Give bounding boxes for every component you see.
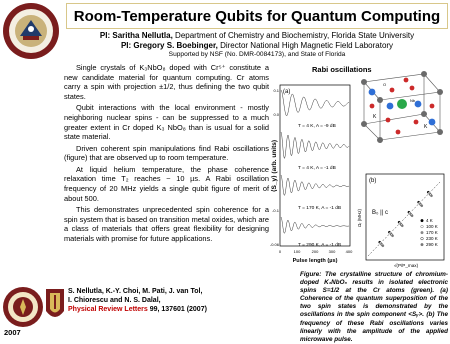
x-tick-2: 200 bbox=[311, 249, 319, 254]
crystal-label-k: K bbox=[373, 114, 377, 120]
paragraph-1: Single crystals of K₃NbO₈ doped with Cr⁵⁺ constitute a new candidate material for quantum computing. Cr atoms carry a spin with projection ±1/2, thus defining the two qubit states. bbox=[64, 63, 269, 102]
legend-marker bbox=[421, 231, 424, 234]
panel-b-points bbox=[379, 191, 433, 247]
crystal-label-o: O bbox=[383, 82, 387, 87]
legend-label: 100 K bbox=[426, 224, 438, 229]
data-point bbox=[430, 195, 432, 197]
y-tick-0: 0.1 bbox=[273, 88, 279, 93]
crystal-label-nb: Nb bbox=[410, 98, 416, 103]
pi-2-label: PI: Gregory S. Boebinger, bbox=[120, 41, 218, 50]
x-tick-0: 0 bbox=[278, 249, 282, 254]
citation bbox=[68, 287, 207, 314]
legend-label: 4 K bbox=[426, 218, 433, 223]
title-box bbox=[66, 3, 448, 29]
university-crest-logo bbox=[44, 283, 66, 331]
data-point bbox=[382, 245, 384, 247]
panel-a-x-label: Pulse length (µs) bbox=[292, 258, 338, 264]
panel-b-label: (b) bbox=[369, 178, 377, 184]
rabi-trace-3 bbox=[281, 175, 349, 195]
pi-line-1 bbox=[66, 31, 448, 40]
panel-b-annotation: B₀ || c bbox=[372, 210, 388, 216]
body-text bbox=[64, 63, 269, 245]
pi-1-label: PI: Saritha Nellutla, bbox=[99, 31, 173, 40]
legend-marker bbox=[421, 243, 424, 246]
y-tick-3: -0.06 bbox=[269, 242, 279, 247]
trace-label-1: T = 4 K, A = -9 dB bbox=[298, 124, 336, 129]
citation-ref: 99, 137601 (2007) bbox=[147, 306, 207, 313]
data-point bbox=[392, 235, 394, 237]
legend-marker bbox=[421, 225, 424, 228]
data-point bbox=[401, 225, 403, 227]
rabi-trace-2 bbox=[281, 132, 349, 158]
rabi-trace-4 bbox=[281, 217, 349, 233]
panel-b-legend bbox=[421, 218, 438, 247]
citation-authors-1: S. Nellutla, K.-Y. Choi, M. Pati, J. van Tol, bbox=[68, 288, 203, 295]
legend-label: 230 K bbox=[426, 236, 438, 241]
pi-2-affiliation: Director National High Magnetic Field Laboratory bbox=[217, 41, 394, 50]
panel-b-y-label: Ωᵣ (MHz) bbox=[357, 209, 362, 227]
x-tick-4: 400 bbox=[345, 249, 353, 254]
data-point bbox=[411, 215, 413, 217]
crystal-label-k-2: K bbox=[424, 124, 428, 130]
funding-note: Supported by NSF (No. DMR-0084173), and State of Florida bbox=[168, 51, 346, 58]
x-tick-1: 100 bbox=[293, 249, 301, 254]
citation-journal: Physical Review Letters bbox=[68, 306, 148, 313]
panel-b-x-label: √(P/P_max) bbox=[393, 263, 419, 268]
panel-a-label: (a) bbox=[283, 89, 291, 95]
page-title: Room-Temperature Qubits for Quantum Computing bbox=[73, 7, 441, 25]
panel-b-frame bbox=[366, 174, 444, 260]
legend-marker bbox=[421, 219, 424, 222]
paragraph-4: At liquid helium temperature, the phase coherence relaxation time T₂ reaches ~ 10 µs. A Rabi oscillation frequency of 20 MHz yields a single qubit figure of merit of about 500. bbox=[64, 164, 269, 203]
legend-label: 290 K bbox=[426, 242, 438, 247]
rabi-trace-1 bbox=[281, 90, 349, 116]
citation-authors-2: I. Chiorescu and N. S. Dalal, bbox=[68, 297, 161, 304]
year-label: 2007 bbox=[4, 328, 21, 337]
paragraph-5: This demonstrates unprecedented spin coherence for a spin system that is based on transition metal oxides, which are a class of materials that offers great flexibility for designing materials with promise for future applications. bbox=[64, 204, 269, 243]
paragraph-3: Driven coherent spin manipulations find Rabi oscillations (figure) that are observed up to room temperature. bbox=[64, 143, 269, 163]
trace-label-4: T = 290 K, A = -1 dB bbox=[298, 243, 342, 248]
x-tick-3: 300 bbox=[328, 249, 336, 254]
fsu-seal-logo bbox=[2, 286, 44, 328]
pi-1-affiliation: Department of Chemistry and Biochemistry, Florida State University bbox=[172, 31, 415, 40]
crystal-structure bbox=[352, 64, 446, 143]
y-tick-1: 0.0 bbox=[273, 112, 279, 117]
figure-caption: Figure: The crystalline structure of chromium-doped K₃NbO₈ results in isolated electronic spins S=1/2 at the Cr atoms (green). (a) Coherence of the quantum superposition of the two spin states is demonstrated by the oscillations in the spin component <Sᵧ>. (b) The frequency of these Rabi oscillations varies linearly with the amplitude of the applied microwave pulse. bbox=[300, 271, 448, 343]
panel-a-title: Rabi oscillations bbox=[312, 65, 372, 74]
y-tick-2: -0.1 bbox=[272, 208, 279, 213]
legend-marker bbox=[421, 237, 424, 240]
rabi-traces bbox=[281, 90, 349, 233]
rabi-figure bbox=[269, 62, 448, 270]
data-point bbox=[421, 205, 423, 207]
panel-a-y-label: ⟨S_y⟩ (arb. units) bbox=[271, 139, 278, 193]
trace-label-3: T = 170 K, A = -1 dB bbox=[298, 206, 342, 211]
trace-label-2: T = 4 K, A = -1 dB bbox=[298, 166, 336, 171]
pi-line-2 bbox=[66, 41, 448, 50]
legend-label: 170 K bbox=[426, 230, 438, 235]
nhmfl-seal-logo bbox=[2, 2, 60, 60]
paragraph-2: Qubit interactions with the local environment - mostly neighboring nuclear spins - can be suppressed to a much greater extent in Cr doped K₃ NbO₈ than is usual for a solid state material. bbox=[64, 103, 269, 142]
